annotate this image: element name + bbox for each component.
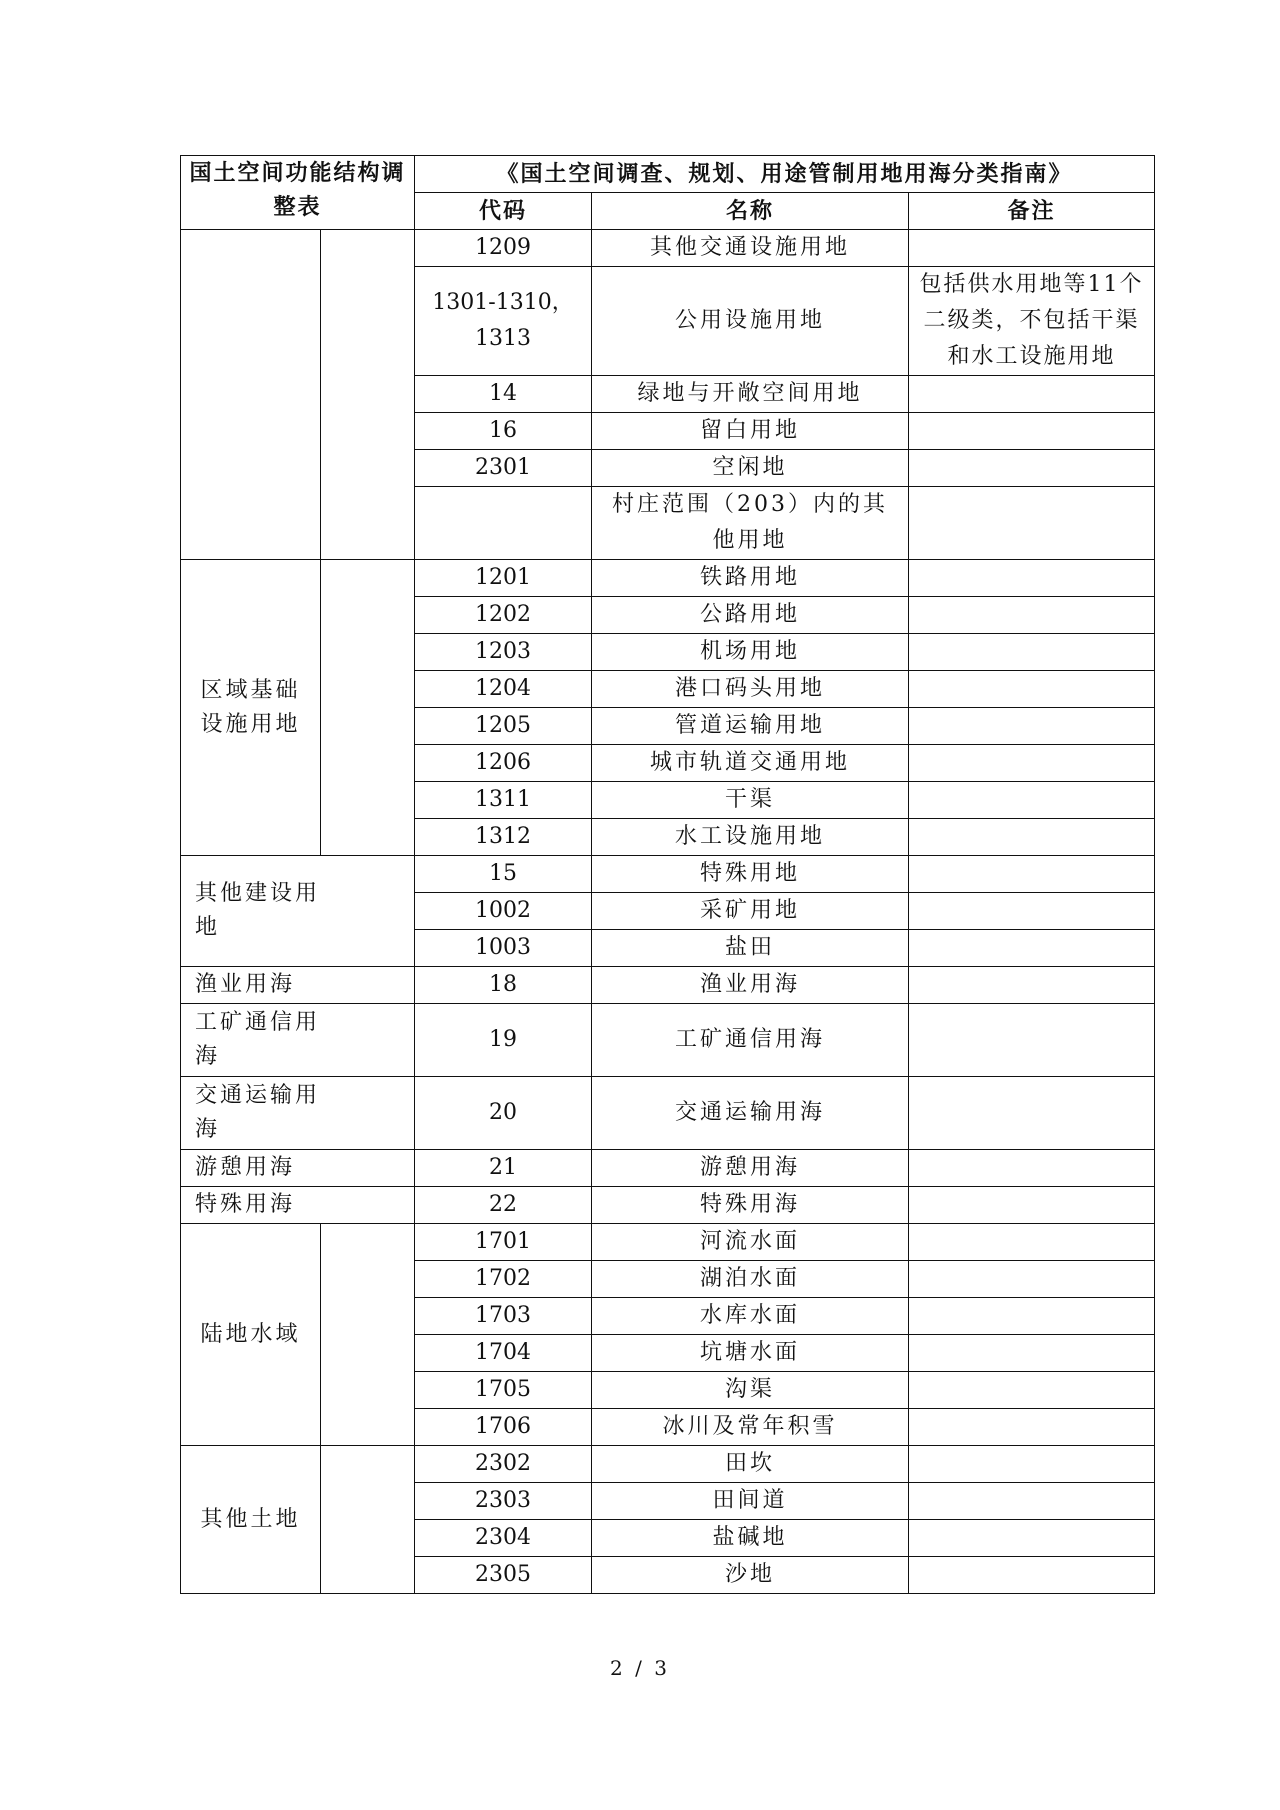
- subcategory-cell: [321, 560, 415, 856]
- row-note: [909, 1004, 1155, 1077]
- row-code: 1003: [415, 930, 592, 967]
- row-note: [909, 856, 1155, 893]
- row-name: 公用设施用地: [592, 267, 909, 376]
- row-name: 盐田: [592, 930, 909, 967]
- row-code: 1703: [415, 1298, 592, 1335]
- category-cell: 陆地水域: [181, 1224, 321, 1446]
- row-code: 1206: [415, 745, 592, 782]
- row-name: 特殊用地: [592, 856, 909, 893]
- header-left-title: 国土空间功能结构调整表: [181, 156, 415, 230]
- row-name: 空闲地: [592, 450, 909, 487]
- row-code: 1201: [415, 560, 592, 597]
- row-name: 村庄范围（203）内的其他用地: [592, 487, 909, 560]
- row-name: 沟渠: [592, 1372, 909, 1409]
- row-note: [909, 597, 1155, 634]
- row-code: 2304: [415, 1520, 592, 1557]
- row-name: 盐碱地: [592, 1520, 909, 1557]
- row-name: 留白用地: [592, 413, 909, 450]
- row-name: 工矿通信用海: [592, 1004, 909, 1077]
- row-code: 1702: [415, 1261, 592, 1298]
- row-name: 城市轨道交通用地: [592, 745, 909, 782]
- header-right-title: 《国土空间调查、规划、用途管制用地用海分类指南》: [415, 156, 1155, 193]
- category-cell: 其他建设用地: [181, 856, 415, 967]
- row-code: 1311: [415, 782, 592, 819]
- row-name: 港口码头用地: [592, 671, 909, 708]
- row-note: [909, 967, 1155, 1004]
- row-code: 2301: [415, 450, 592, 487]
- row-note: [909, 1187, 1155, 1224]
- row-name: 沙地: [592, 1557, 909, 1594]
- subcategory-cell: [321, 1224, 415, 1446]
- row-name: 铁路用地: [592, 560, 909, 597]
- category-cell: 渔业用海: [181, 967, 415, 1004]
- row-note: [909, 634, 1155, 671]
- row-code: 2305: [415, 1557, 592, 1594]
- row-name: 管道运输用地: [592, 708, 909, 745]
- subcategory-cell: [321, 230, 415, 560]
- header-name: 名称: [592, 193, 909, 230]
- row-note: [909, 819, 1155, 856]
- row-note: [909, 782, 1155, 819]
- subcategory-cell: [321, 1446, 415, 1594]
- row-code: 1705: [415, 1372, 592, 1409]
- row-note: [909, 450, 1155, 487]
- row-note: [909, 230, 1155, 267]
- row-note: [909, 1224, 1155, 1261]
- row-note: [909, 1409, 1155, 1446]
- row-note: [909, 376, 1155, 413]
- row-code: 1002: [415, 893, 592, 930]
- row-name: 采矿用地: [592, 893, 909, 930]
- row-code: 1203: [415, 634, 592, 671]
- row-name: 干渠: [592, 782, 909, 819]
- row-note: [909, 893, 1155, 930]
- page-number: 2 / 3: [610, 1656, 670, 1680]
- row-name: 田间道: [592, 1483, 909, 1520]
- row-code: 1202: [415, 597, 592, 634]
- row-note: [909, 1483, 1155, 1520]
- row-name: 交通运输用海: [592, 1077, 909, 1150]
- category-cell: 区域基础设施用地: [181, 560, 321, 856]
- row-code: 1706: [415, 1409, 592, 1446]
- row-name: 水工设施用地: [592, 819, 909, 856]
- row-code: 16: [415, 413, 592, 450]
- row-note: [909, 1077, 1155, 1150]
- row-code: 19: [415, 1004, 592, 1077]
- row-code: 15: [415, 856, 592, 893]
- row-code: 22: [415, 1187, 592, 1224]
- land-use-classification-table: [180, 155, 1155, 1594]
- row-note: [909, 1150, 1155, 1187]
- row-note: [909, 487, 1155, 560]
- row-name: 水库水面: [592, 1298, 909, 1335]
- row-code: 14: [415, 376, 592, 413]
- row-code: 1312: [415, 819, 592, 856]
- header-note: 备注: [909, 193, 1155, 230]
- category-cell: [181, 230, 321, 560]
- row-name: 公路用地: [592, 597, 909, 634]
- row-note: [909, 560, 1155, 597]
- row-name: 机场用地: [592, 634, 909, 671]
- row-note: [909, 1261, 1155, 1298]
- row-code: 21: [415, 1150, 592, 1187]
- row-name: 田坎: [592, 1446, 909, 1483]
- row-note: [909, 671, 1155, 708]
- category-cell: 游憩用海: [181, 1150, 415, 1187]
- row-name: 渔业用海: [592, 967, 909, 1004]
- row-name: 冰川及常年积雪: [592, 1409, 909, 1446]
- row-code: 1701: [415, 1224, 592, 1261]
- row-name: 特殊用海: [592, 1187, 909, 1224]
- row-code: 1205: [415, 708, 592, 745]
- category-cell: 特殊用海: [181, 1187, 415, 1224]
- row-code: 1704: [415, 1335, 592, 1372]
- header-code: 代码: [415, 193, 592, 230]
- row-name: 坑塘水面: [592, 1335, 909, 1372]
- row-note: [909, 1372, 1155, 1409]
- row-note: [909, 745, 1155, 782]
- category-cell: 其他土地: [181, 1446, 321, 1594]
- row-note: 包括供水用地等11个二级类，不包括干渠和水工设施用地: [909, 267, 1155, 376]
- row-name: 绿地与开敞空间用地: [592, 376, 909, 413]
- category-cell: 交通运输用海: [181, 1077, 415, 1150]
- row-code: 18: [415, 967, 592, 1004]
- row-code: 2303: [415, 1483, 592, 1520]
- row-code: [415, 487, 592, 560]
- category-cell: 工矿通信用海: [181, 1004, 415, 1077]
- row-note: [909, 708, 1155, 745]
- row-code: 20: [415, 1077, 592, 1150]
- row-note: [909, 413, 1155, 450]
- row-note: [909, 1520, 1155, 1557]
- row-code: 2302: [415, 1446, 592, 1483]
- row-name: 湖泊水面: [592, 1261, 909, 1298]
- row-name: 游憩用海: [592, 1150, 909, 1187]
- row-note: [909, 1557, 1155, 1594]
- row-note: [909, 930, 1155, 967]
- row-note: [909, 1298, 1155, 1335]
- row-name: 其他交通设施用地: [592, 230, 909, 267]
- row-name: 河流水面: [592, 1224, 909, 1261]
- row-note: [909, 1335, 1155, 1372]
- row-code: 1204: [415, 671, 592, 708]
- row-note: [909, 1446, 1155, 1483]
- row-code: 1209: [415, 230, 592, 267]
- row-code: 1301-1310，1313: [415, 267, 592, 376]
